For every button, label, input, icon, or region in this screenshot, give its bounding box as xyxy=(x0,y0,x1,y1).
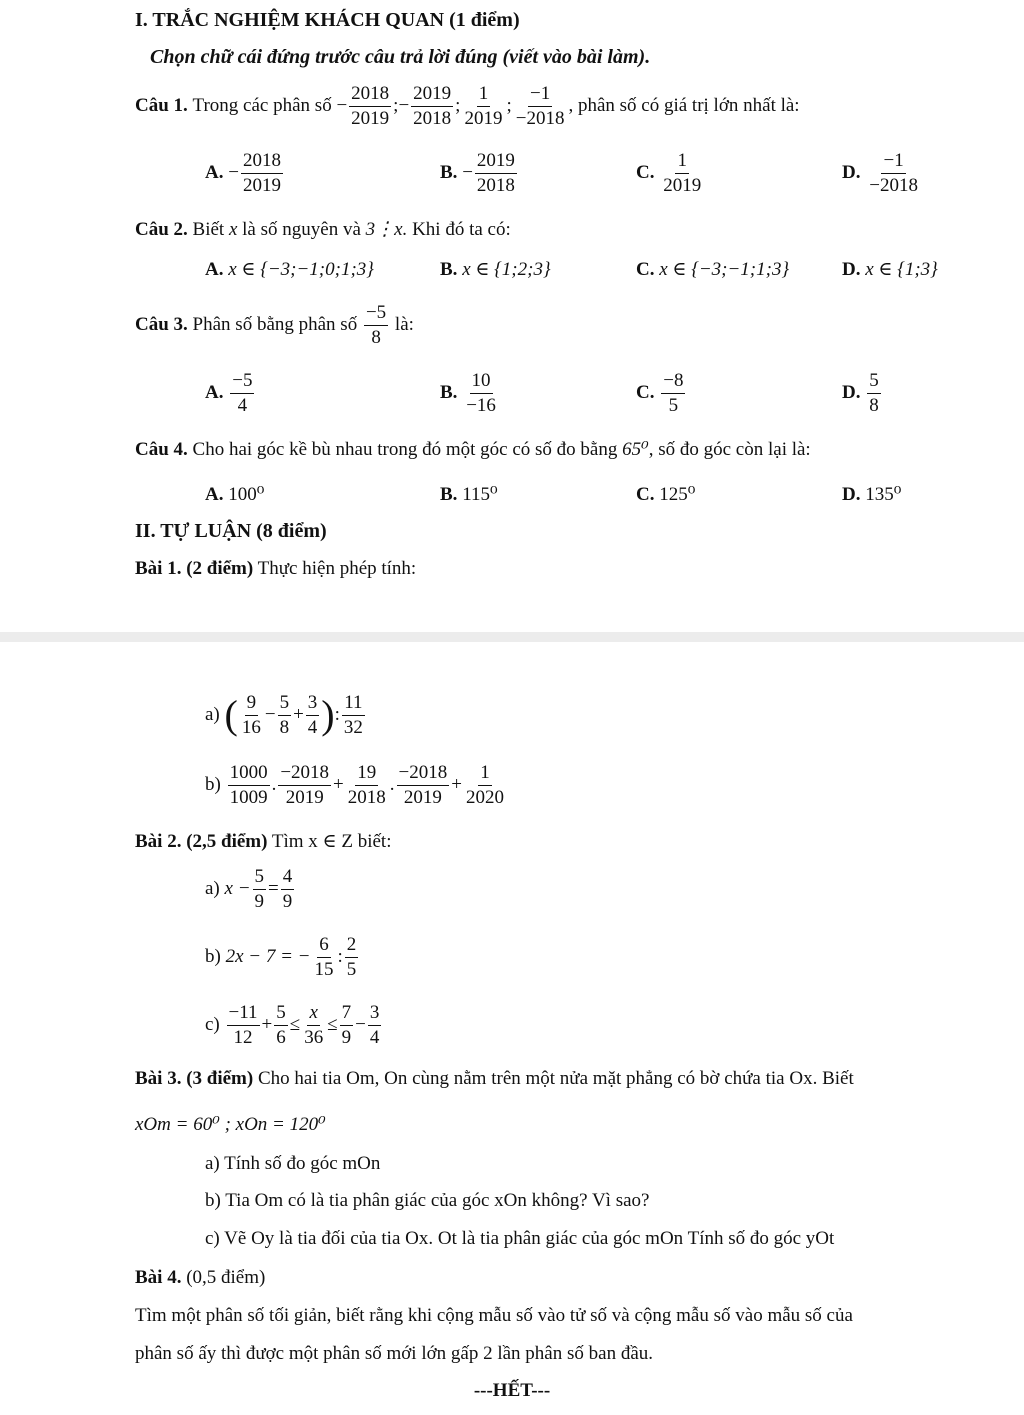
q1-sep3: ; xyxy=(506,95,512,117)
bai1-b-f5-den: 2020 xyxy=(465,786,504,808)
q1-option-b-frac xyxy=(475,150,517,197)
bai3-b: b) Tia Om có là tia phân giác của góc xOn không? Vì sao? xyxy=(205,1190,650,1211)
q1-option-b[interactable] xyxy=(440,150,519,197)
q3-frac xyxy=(364,302,388,349)
q4-option-d-value: 135⁰ xyxy=(865,484,902,505)
bai2-c-f1-den: 12 xyxy=(233,1026,253,1048)
bai3-text: Cho hai tia Om, On cùng nằm trên một nửa mặt phẳng có bờ chứa tia Ox. Biết xyxy=(257,1068,854,1089)
q1-frac1-den: 2019 xyxy=(351,107,390,129)
bai2-b-f1-num: 6 xyxy=(317,934,331,958)
q1-option-d-letter: D. xyxy=(842,162,861,184)
q1-frac4-num: −1 xyxy=(528,83,552,107)
q1-option-c-den: 2019 xyxy=(663,174,702,196)
q1-frac1-sign: − xyxy=(336,95,348,117)
bai1-a-op1: − xyxy=(264,704,276,726)
bai4-label: Bài 4. xyxy=(135,1267,182,1288)
bai1-a-label: a) xyxy=(205,704,220,726)
bai2-a-lhs: x − xyxy=(224,878,251,900)
bai2-c-op1: + xyxy=(261,1014,273,1036)
bai2-heading xyxy=(135,830,392,853)
q2-text2: là số nguyên và xyxy=(242,219,361,240)
q1-frac2 xyxy=(411,83,453,130)
q4-text-after: , số đo góc còn lại là: xyxy=(648,439,811,460)
q4-option-b[interactable] xyxy=(440,483,498,506)
bai1-a-op2: + xyxy=(293,704,304,726)
bai3-heading xyxy=(135,1068,854,1090)
q4-option-d-letter: D. xyxy=(842,484,861,505)
bai1-points: (2 điểm) xyxy=(186,558,254,579)
bai2-c-f1 xyxy=(227,1002,260,1049)
q3-label: Câu 3. xyxy=(135,314,188,336)
part1-title: I. TRẮC NGHIỆM KHÁCH QUAN (1 điểm) xyxy=(135,9,520,31)
question-4 xyxy=(135,438,811,461)
q1-option-d-den: −2018 xyxy=(869,174,918,196)
bai1-a-f1 xyxy=(240,692,263,739)
q3-option-d-letter: D. xyxy=(842,382,861,404)
bai1-b-f1-num: 1000 xyxy=(228,762,270,786)
q1-frac3-den: 2019 xyxy=(464,107,503,129)
q3-option-b[interactable] xyxy=(440,370,500,417)
q1-option-b-den: 2018 xyxy=(476,174,515,196)
q3-option-b-num: 10 xyxy=(470,370,493,394)
q1-option-c-letter: C. xyxy=(636,162,655,184)
q1-option-c-frac xyxy=(661,150,703,197)
q1-text: Trong các phân số xyxy=(192,95,332,117)
bai2-b-f1-den: 15 xyxy=(314,958,334,980)
bai2-a-f1-den: 9 xyxy=(254,890,265,912)
q2-option-c[interactable] xyxy=(636,258,789,281)
bai2-a-label: a) xyxy=(205,878,220,900)
bai1-b-f3-den: 2018 xyxy=(347,786,386,808)
bai2-a-f2 xyxy=(281,866,295,913)
bai2-b-lhs: 2x − 7 = − xyxy=(225,946,311,968)
bai2-c-f1-num: −11 xyxy=(227,1002,260,1026)
q3-option-b-frac xyxy=(464,370,498,417)
bai2-c-op3: ≤ xyxy=(327,1014,338,1036)
q1-frac2-den: 2018 xyxy=(413,107,452,129)
bai2-c-f2-den: 6 xyxy=(276,1026,286,1048)
q4-option-d[interactable] xyxy=(842,483,901,506)
q3-option-d-num: 5 xyxy=(867,370,881,394)
bai4-heading xyxy=(135,1267,265,1289)
q1-frac3 xyxy=(462,83,504,130)
bai2-points: (2,5 điểm) xyxy=(186,831,268,852)
q3-frac-num: −5 xyxy=(364,302,388,326)
bai2-b-f1 xyxy=(312,934,335,981)
q2-option-c-value: x ∈ {−3;−1;1;3} xyxy=(659,259,790,280)
q3-option-c-num: −8 xyxy=(661,370,685,394)
q1-frac2-num: 2019 xyxy=(411,83,453,107)
bai2-c xyxy=(205,1002,383,1049)
q1-option-a-letter: A. xyxy=(205,162,224,184)
q1-option-a-num: 2018 xyxy=(241,150,283,174)
bai1-b-op2: + xyxy=(333,774,344,796)
question-1 xyxy=(135,83,800,130)
q4-angle: 65⁰ xyxy=(622,439,649,460)
bai2-b-label: b) xyxy=(205,946,221,968)
q4-label: Câu 4. xyxy=(135,439,188,460)
q3-option-a-frac xyxy=(230,370,254,417)
q1-option-c-num: 1 xyxy=(675,150,689,174)
q2-option-b-letter: B. xyxy=(440,259,458,280)
q2-var: x xyxy=(228,219,238,240)
q1-label: Câu 1. xyxy=(135,95,188,117)
bai1-a-paren-close: ) xyxy=(321,692,335,738)
bai1-a-f2-num: 5 xyxy=(278,692,292,716)
q1-frac4-den: −2018 xyxy=(515,107,565,129)
bai2-c-f5 xyxy=(368,1002,382,1049)
bai2-c-f3 xyxy=(302,1002,325,1049)
bai2-c-f4-num: 7 xyxy=(340,1002,354,1026)
bai2-c-f4 xyxy=(340,1002,354,1049)
bai1-b-f5 xyxy=(464,762,506,809)
bai2-b-f2-num: 2 xyxy=(345,934,359,958)
q3-option-c-frac xyxy=(661,370,685,417)
question-3 xyxy=(135,302,414,349)
q2-option-d[interactable] xyxy=(842,258,938,281)
bai2-a-f1-num: 5 xyxy=(253,866,267,890)
bai2-c-f2 xyxy=(274,1002,288,1049)
q3-option-a[interactable] xyxy=(205,370,256,417)
q1-sep2: ; xyxy=(455,95,461,117)
bai2-a-f1 xyxy=(253,866,267,913)
q2-option-c-letter: C. xyxy=(636,259,655,280)
end-marker: ---HẾT--- xyxy=(473,1380,551,1401)
q3-option-c-letter: C. xyxy=(636,382,655,404)
bai2-c-op4: − xyxy=(355,1014,366,1036)
q2-label: Câu 2. xyxy=(135,219,188,240)
q1-option-a-frac xyxy=(241,150,283,197)
bai1-b-f4 xyxy=(397,762,450,809)
bai1-b-op1: . xyxy=(271,774,277,796)
q4-option-b-value: 115⁰ xyxy=(462,484,498,505)
part1-instruction: Chọn chữ cái đứng trước câu trả lời đúng (viết vào bài làm). xyxy=(150,46,651,68)
q3-option-d-den: 8 xyxy=(869,394,879,416)
bai3-points: (3 điểm) xyxy=(186,1068,254,1089)
bai1-a-f4-den: 32 xyxy=(343,716,363,738)
bai1-a-paren-open: ( xyxy=(224,692,238,738)
bai2-b-f2 xyxy=(345,934,359,981)
q1-option-d[interactable] xyxy=(842,150,922,197)
bai1-a-f2-den: 8 xyxy=(279,716,290,738)
q4-option-c[interactable] xyxy=(636,483,695,506)
bai1-b-f1 xyxy=(228,762,270,809)
q3-frac-den: 8 xyxy=(371,326,381,348)
bai1-a-f4-num: 11 xyxy=(342,692,364,716)
bai1-a-f2 xyxy=(278,692,292,739)
bai2-c-f5-den: 4 xyxy=(369,1026,380,1048)
bai4-line2: phân số ấy thì được một phân số mới lớn gấp 2 lần phân số ban đầu. xyxy=(135,1343,654,1364)
bai1-label: Bài 1. xyxy=(135,558,182,579)
bai1-a-f1-den: 16 xyxy=(241,716,261,738)
bai1-text: Thực hiện phép tính: xyxy=(257,558,417,579)
bai3-c: c) Vẽ Oy là tia đối của tia Ox. Ot là tia phân giác của góc mOn Tính số đo góc yOt xyxy=(205,1228,835,1249)
q2-option-b-value: x ∈ {1;2;3} xyxy=(462,259,551,280)
q3-option-b-letter: B. xyxy=(440,382,458,404)
bai1-b-f3 xyxy=(346,762,388,809)
bai1-a-f1-num: 9 xyxy=(245,692,259,716)
q1-frac1-num: 2018 xyxy=(349,83,391,107)
q2-option-d-value: x ∈ {1;3} xyxy=(865,259,938,280)
bai2-label: Bài 2. xyxy=(135,831,182,852)
bai1-b-f5-num: 1 xyxy=(478,762,492,786)
bai1-b xyxy=(205,762,508,809)
bai1-a-f3 xyxy=(306,692,320,739)
bai1-b-f2-den: 2019 xyxy=(285,786,324,808)
bai1-b-f2-num: −2018 xyxy=(278,762,331,786)
q4-option-c-letter: C. xyxy=(636,484,655,505)
q1-frac2-sign: − xyxy=(398,95,410,117)
bai3-a: a) Tính số đo góc mOn xyxy=(205,1153,381,1174)
q2-option-a-letter: A. xyxy=(205,259,224,280)
q1-sep1: ; xyxy=(393,95,399,117)
q4-text: Cho hai góc kề bù nhau trong đó một góc có số đo bằng xyxy=(192,439,618,460)
bai1-b-f4-den: 2019 xyxy=(403,786,442,808)
question-2 xyxy=(135,218,511,241)
bai4-line1: Tìm một phân số tối giản, biết rằng khi cộng mẫu số vào tử số và cộng mẫu số vào mẫu số của xyxy=(135,1305,853,1326)
q2-text3: Khi đó ta có: xyxy=(412,219,511,240)
q2-option-d-letter: D. xyxy=(842,259,861,280)
q1-option-d-frac xyxy=(867,150,920,197)
bai2-a xyxy=(205,866,296,913)
q1-option-a-sign: − xyxy=(228,162,239,184)
bai2-a-f2-den: 9 xyxy=(282,890,293,912)
bai2-c-f2-num: 5 xyxy=(274,1002,288,1026)
page-break-band xyxy=(0,632,1024,642)
bai1-a-f3-num: 3 xyxy=(306,692,320,716)
bai4-points: (0,5 điểm) xyxy=(186,1267,266,1288)
q3-option-b-den: −16 xyxy=(466,394,496,416)
q3-text: Phân số bằng phân số xyxy=(192,314,358,336)
bai2-c-label: c) xyxy=(205,1014,220,1036)
q3-option-d-frac xyxy=(867,370,881,417)
q3-text-after: là: xyxy=(394,314,414,336)
bai2-a-f2-num: 4 xyxy=(281,866,295,890)
q2-option-a[interactable] xyxy=(205,258,374,281)
bai2-a-eq: = xyxy=(268,878,279,900)
q2-text: Biết xyxy=(192,219,225,240)
bai1-a-op3: : xyxy=(334,704,340,726)
q4-option-b-letter: B. xyxy=(440,484,458,505)
bai3-label: Bài 3. xyxy=(135,1068,182,1089)
bai3-given: xOm = 60⁰ ; xOn = 120⁰ xyxy=(135,1114,326,1135)
q3-option-a-den: 4 xyxy=(237,394,248,416)
bai1-heading xyxy=(135,558,416,580)
bai1-b-f3-num: 19 xyxy=(355,762,378,786)
bai2-c-f4-den: 9 xyxy=(341,1026,352,1048)
q1-option-a[interactable] xyxy=(205,150,285,197)
q1-text-after: , phân số có giá trị lớn nhất là: xyxy=(568,95,800,117)
bai1-b-f2 xyxy=(278,762,331,809)
q3-option-a-num: −5 xyxy=(230,370,254,394)
q3-option-c[interactable] xyxy=(636,370,687,417)
bai1-b-label: b) xyxy=(205,774,221,796)
q2-option-a-value: x ∈ {−3;−1;0;1;3} xyxy=(228,259,374,280)
q1-option-b-sign: − xyxy=(462,162,473,184)
bai1-b-f4-num: −2018 xyxy=(397,762,450,786)
q4-option-a-value: 100⁰ xyxy=(228,484,265,505)
q3-option-a-letter: A. xyxy=(205,382,224,404)
q1-frac3-num: 1 xyxy=(477,83,491,107)
bai2-c-f3-num: x xyxy=(307,1002,319,1026)
bai1-a-f4 xyxy=(342,692,365,739)
bai2-c-f3-den: 36 xyxy=(304,1026,324,1048)
q1-frac4 xyxy=(514,83,567,130)
q4-option-a[interactable] xyxy=(205,483,264,506)
q4-option-a-letter: A. xyxy=(205,484,224,505)
q1-option-b-num: 2019 xyxy=(475,150,517,174)
bai2-c-f5-num: 3 xyxy=(368,1002,382,1026)
bai1-a-f3-den: 4 xyxy=(307,716,318,738)
q1-frac1 xyxy=(349,83,391,130)
q2-cond: 3⋮x. xyxy=(365,219,408,240)
bai2-c-op2: ≤ xyxy=(289,1014,301,1036)
bai1-b-op4: + xyxy=(451,774,462,796)
bai1-b-op3: . xyxy=(389,774,395,796)
bai2-b xyxy=(205,934,360,981)
bai2-text: Tìm x ∈ Z biết: xyxy=(271,831,392,852)
bai2-b-f2-den: 5 xyxy=(346,958,357,980)
q1-option-b-letter: B. xyxy=(440,162,458,184)
bai2-b-op: : xyxy=(337,946,343,968)
q2-option-b[interactable] xyxy=(440,258,551,281)
q4-option-c-value: 125⁰ xyxy=(659,484,696,505)
q3-option-d[interactable] xyxy=(842,370,883,417)
q3-option-c-den: 5 xyxy=(668,394,679,416)
bai1-a xyxy=(205,692,367,739)
bai1-b-f1-den: 1009 xyxy=(229,786,268,808)
q1-option-d-num: −1 xyxy=(881,150,905,174)
q1-option-a-den: 2019 xyxy=(242,174,281,196)
q1-option-c[interactable] xyxy=(636,150,705,197)
part2-title: II. TỰ LUẬN (8 điểm) xyxy=(135,520,327,542)
